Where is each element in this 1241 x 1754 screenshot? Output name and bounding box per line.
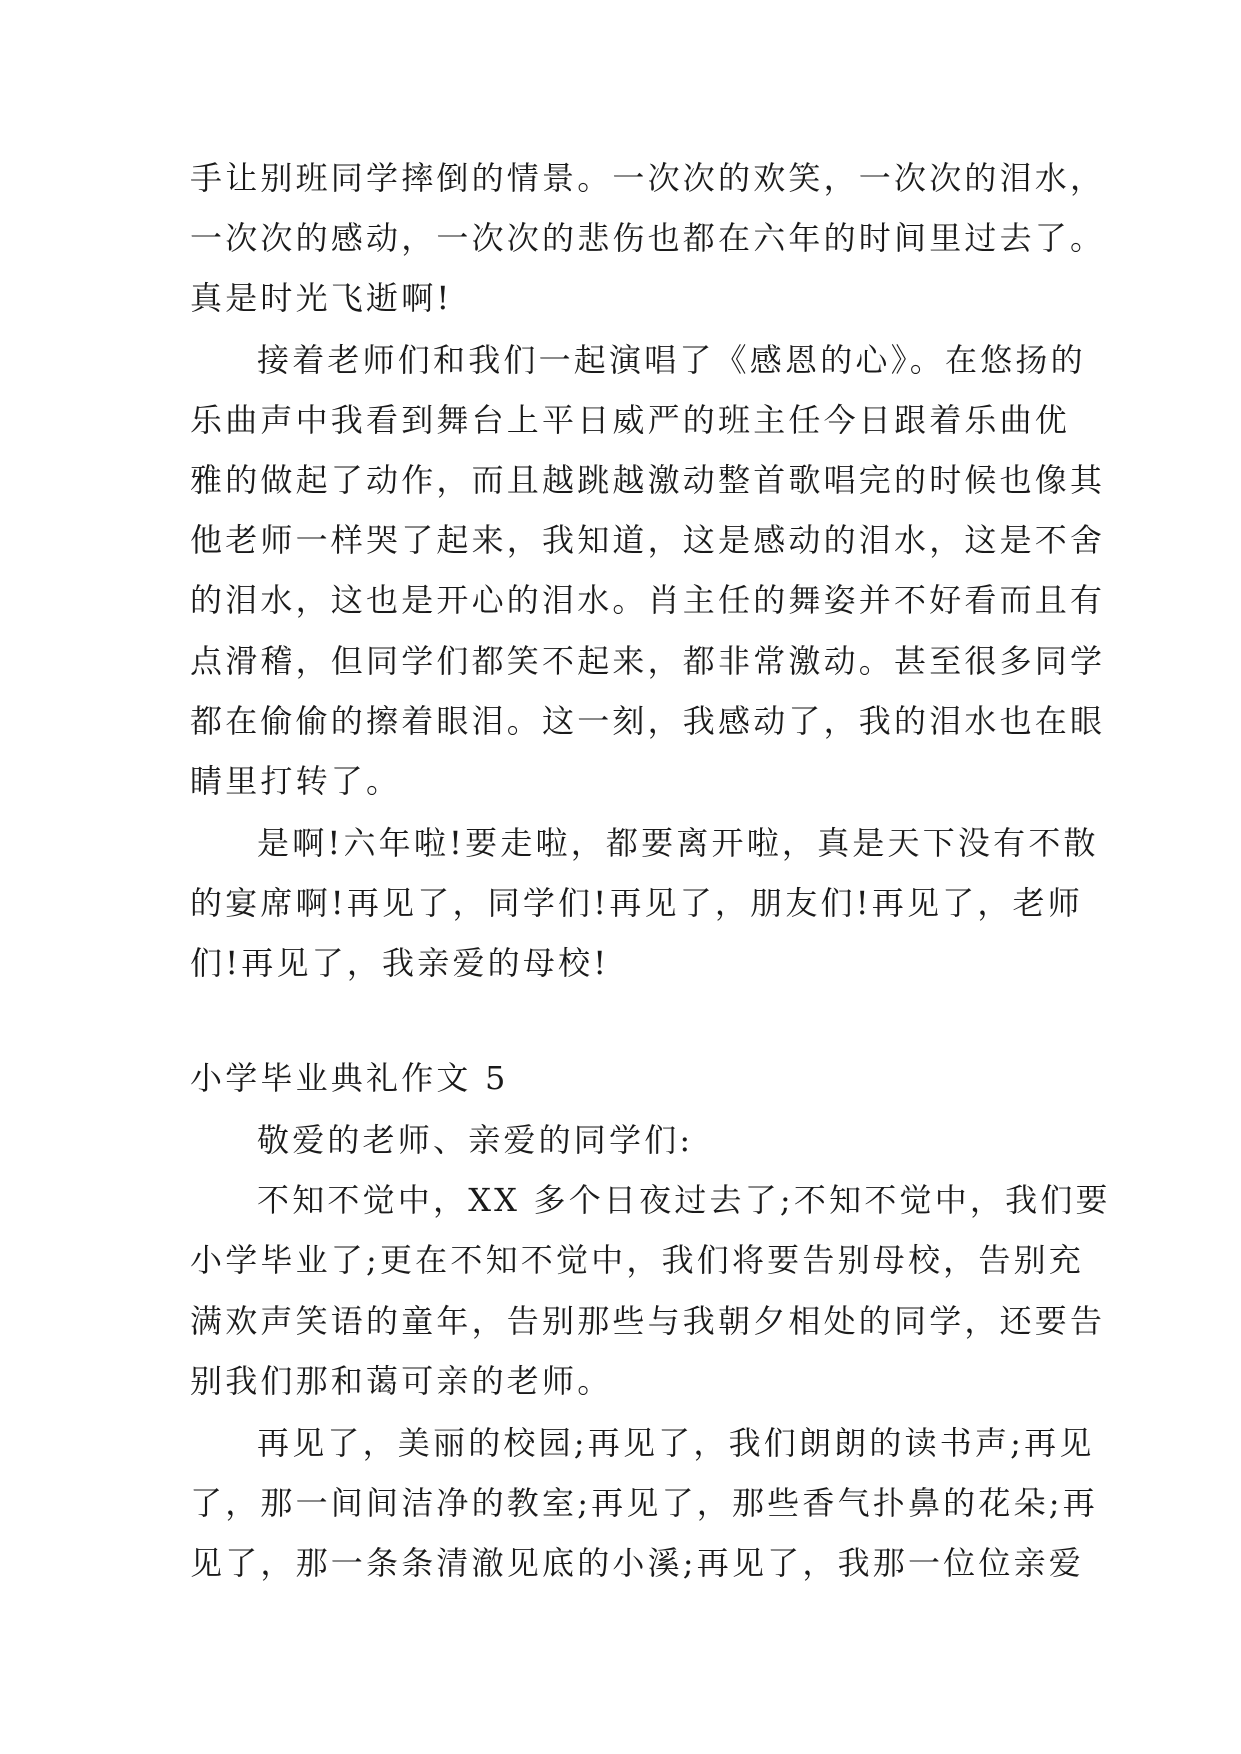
paragraph-line: 的宴席啊!再见了，同学们!再见了，朋友们!再见了，老师 [190,884,1083,922]
paragraph-line: 乐曲声中我看到舞台上平日威严的班主任今日跟着乐曲优 [190,401,1071,439]
paragraph-line: 了，那一间间洁净的教室;再见了，那些香气扑鼻的花朵;再 [190,1484,1098,1522]
section-heading: 小学毕业典礼作文 5 [190,1059,509,1097]
paragraph-line: 雅的做起了动作，而且越跳越激动整首歌唱完的时候也像其 [190,461,1106,499]
paragraph-line: 敬爱的老师、亲爱的同学们: [257,1121,694,1159]
paragraph-line: 不知不觉中，XX 多个日夜过去了;不知不觉中，我们要 [257,1181,1111,1219]
paragraph-line: 小学毕业了;更在不知不觉中，我们将要告别母校，告别充 [190,1241,1084,1279]
paragraph-line: 一次次的感动，一次次的悲伤也都在六年的时间里过去了。 [190,219,1106,257]
paragraph-line: 是啊!六年啦!要走啦，都要离开啦，真是天下没有不散 [257,824,1099,862]
paragraph-line: 的泪水，这也是开心的泪水。肖主任的舞姿并不好看而且有 [190,581,1106,619]
paragraph-line: 接着老师们和我们一起演唱了《感恩的心》。在悠扬的 [257,341,1086,379]
paragraph-line: 别我们那和蔼可亲的老师。 [190,1362,613,1400]
paragraph-line: 们!再见了，我亲爱的母校! [190,944,610,982]
paragraph-line: 再见了，美丽的校园;再见了，我们朗朗的读书声;再见 [257,1424,1095,1462]
paragraph-line: 点滑稽，但同学们都笑不起来，都非常激动。甚至很多同学 [190,642,1106,680]
paragraph-line: 手让别班同学摔倒的情景。一次次的欢笑，一次次的泪水， [190,159,1106,197]
paragraph-line: 都在偷偷的擦着眼泪。这一刻，我感动了，我的泪水也在眼 [190,702,1106,740]
paragraph-line: 见了，那一条条清澈见底的小溪;再见了，我那一位位亲爱 [190,1544,1084,1582]
paragraph-line: 满欢声笑语的童年，告别那些与我朝夕相处的同学，还要告 [190,1302,1106,1340]
paragraph-line: 睛里打转了。 [190,762,402,800]
paragraph-line: 真是时光飞逝啊! [190,279,453,317]
paragraph-line: 他老师一样哭了起来，我知道，这是感动的泪水，这是不舍 [190,521,1106,559]
